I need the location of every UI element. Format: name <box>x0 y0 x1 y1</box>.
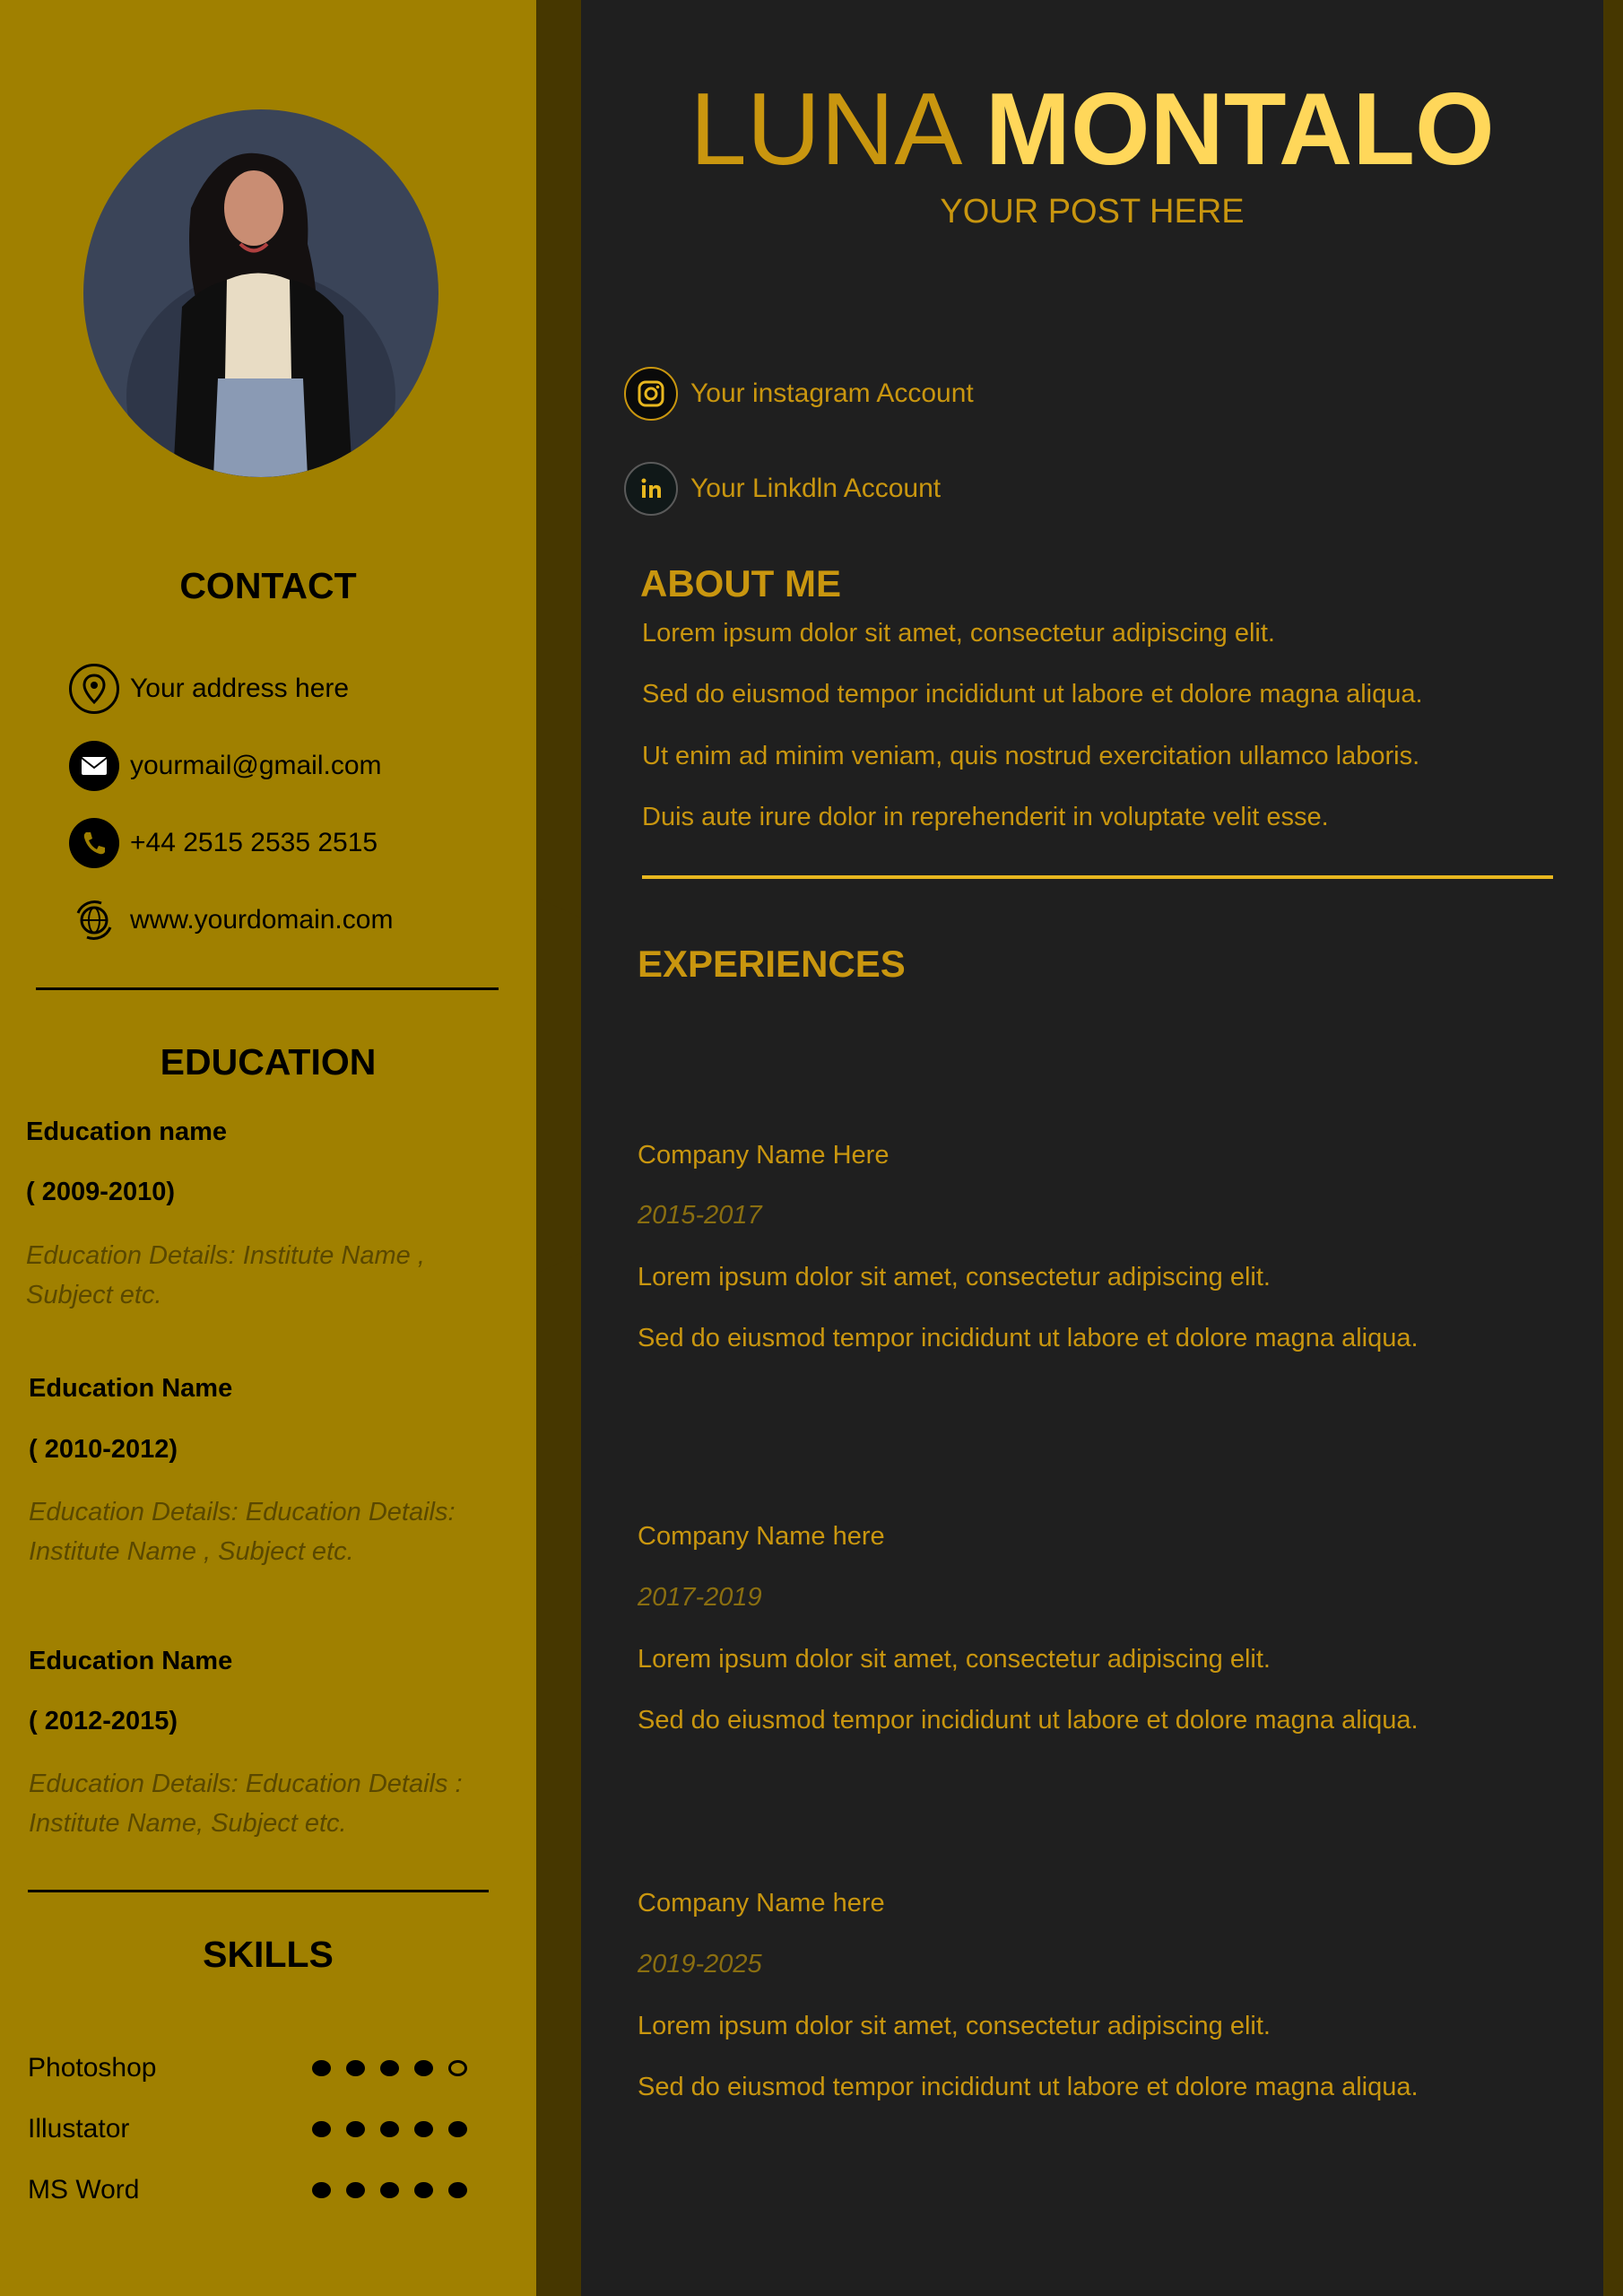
education-divider <box>28 1890 489 1892</box>
about-line: Ut enim ad minim veniam, quis nostrud exercitation ullamco laboris. <box>642 742 1420 770</box>
company-name: Company Name here <box>638 1522 885 1551</box>
mail-icon <box>69 741 119 791</box>
contact-email[interactable]: yourmail@gmail.com <box>130 751 382 780</box>
experience-line: Lorem ipsum dolor sit amet, consectetur adipiscing elit. <box>638 2012 1271 2040</box>
rating-dot-filled <box>448 2121 467 2137</box>
social-linkedin[interactable] <box>624 460 941 517</box>
skill-name: Photoshop <box>28 2053 157 2083</box>
rating-dot-empty <box>448 2060 467 2076</box>
skill-name: Illustator <box>28 2114 130 2144</box>
instagram-icon <box>624 367 678 421</box>
about-heading: ABOUT ME <box>640 562 841 604</box>
experience-line: Sed do eiusmod tempor incididunt ut labore et dolore magna aliqua. <box>638 1324 1419 1352</box>
rating-dot-filled <box>380 2182 399 2198</box>
experience-period: 2019-2025 <box>638 1950 762 1979</box>
rating-dot-filled <box>312 2121 331 2137</box>
rating-dot-filled <box>312 2182 331 2198</box>
contact-divider <box>36 987 499 990</box>
linkedin-icon <box>624 462 678 516</box>
rating-dot-filled <box>346 2121 365 2137</box>
education-details: Education Details: Institute Name , Subject etc. <box>26 1241 425 1309</box>
education-years: ( 2009-2010) <box>26 1178 176 1206</box>
rating-dot-filled <box>380 2121 399 2137</box>
skills-heading: SKILLS <box>203 1934 334 1975</box>
education-name: Education name <box>26 1118 227 1146</box>
experience-period: 2017-2019 <box>638 1583 762 1612</box>
experience-period: 2015-2017 <box>638 1201 762 1230</box>
experience-line: Sed do eiusmod tempor incididunt ut labore et dolore magna aliqua. <box>638 1706 1419 1735</box>
education-details: Education Details: Education Details : Institute Name, Subject etc. <box>29 1770 463 1838</box>
skill-name: MS Word <box>28 2175 140 2205</box>
education-years: ( 2012-2015) <box>29 1707 178 1735</box>
experiences-heading: EXPERIENCES <box>638 943 906 985</box>
contact-item-phone <box>69 816 378 870</box>
last-name: MONTALO <box>985 73 1495 187</box>
phone-icon <box>69 818 119 868</box>
about-divider <box>642 875 1553 879</box>
skill-rating <box>312 2182 467 2198</box>
experience-line: Sed do eiusmod tempor incididunt ut labore et dolore magna aliqua. <box>638 2073 1419 2101</box>
education-name: Education Name <box>29 1647 233 1675</box>
rating-dot-filled <box>414 2182 433 2198</box>
about-line: Sed do eiusmod tempor incididunt ut labore et dolore magna aliqua. <box>642 680 1423 709</box>
about-line: Duis aute irure dolor in reprehenderit in voluptate velit esse. <box>642 803 1329 831</box>
rating-dot-filled <box>448 2182 467 2198</box>
contact-item-website <box>69 893 393 947</box>
education-years: ( 2010-2012) <box>29 1435 178 1464</box>
rating-dot-filled <box>414 2121 433 2137</box>
skill-rating <box>312 2121 467 2137</box>
contact-phone[interactable]: +44 2515 2535 2515 <box>130 828 378 857</box>
first-name: LUNA <box>690 73 958 187</box>
rating-dot-filled <box>380 2060 399 2076</box>
experience-line: Lorem ipsum dolor sit amet, consectetur adipiscing elit. <box>638 1263 1271 1292</box>
job-title: YOUR POST HERE <box>940 193 1245 230</box>
company-name: Company Name Here <box>638 1141 890 1170</box>
education-details: Education Details: Education Details: Institute Name , Subject etc. <box>29 1498 456 1566</box>
skill-row <box>28 2050 485 2086</box>
skill-row <box>28 2172 485 2208</box>
rating-dot-filled <box>414 2060 433 2076</box>
about-line: Lorem ipsum dolor sit amet, consectetur adipiscing elit. <box>642 619 1275 648</box>
contact-address: Your address here <box>130 674 350 703</box>
education-name: Education Name <box>29 1374 233 1403</box>
company-name: Company Name here <box>638 1889 885 1918</box>
skill-row <box>28 2111 485 2147</box>
globe-icon <box>69 895 119 945</box>
social-instagram[interactable] <box>624 365 974 422</box>
contact-item-email <box>69 739 382 793</box>
rating-dot-filled <box>312 2060 331 2076</box>
rating-dot-filled <box>346 2182 365 2198</box>
instagram-account[interactable]: Your instagram Account <box>690 378 974 408</box>
profile-photo <box>83 109 438 477</box>
rating-dot-filled <box>346 2060 365 2076</box>
contact-website[interactable]: www.yourdomain.com <box>130 905 394 935</box>
contact-heading: CONTACT <box>179 565 357 606</box>
right-edge-band <box>1603 0 1623 2296</box>
education-heading: EDUCATION <box>160 1041 377 1083</box>
linkedin-account[interactable]: Your Linkdln Account <box>690 474 942 503</box>
candidate-name <box>581 73 1603 187</box>
skill-rating <box>312 2060 467 2076</box>
contact-item-address <box>69 662 349 716</box>
experience-line: Lorem ipsum dolor sit amet, consectetur adipiscing elit. <box>638 1645 1271 1674</box>
location-pin-icon <box>69 664 119 714</box>
